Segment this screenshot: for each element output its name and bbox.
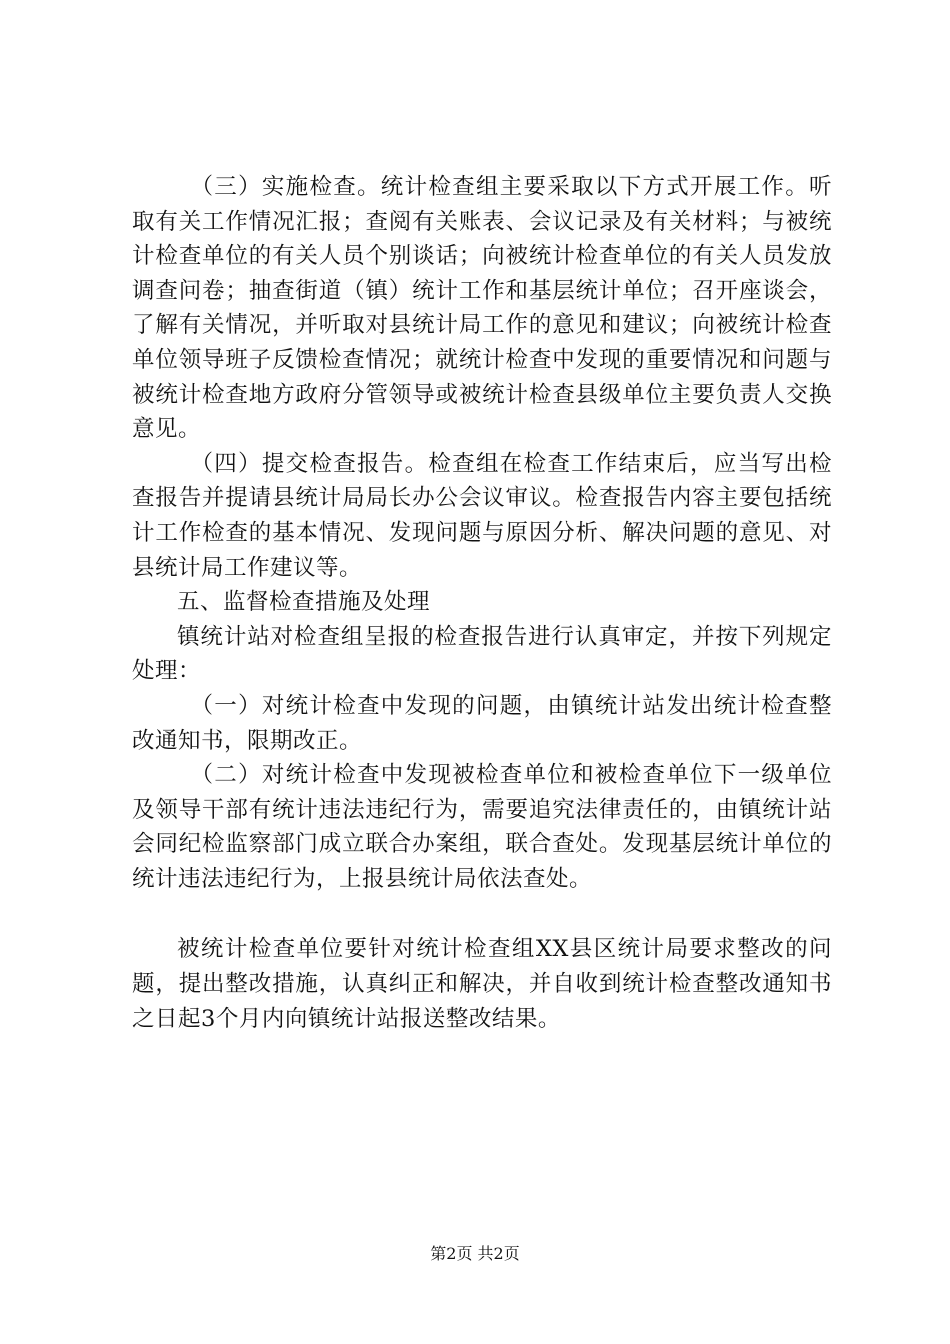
paragraph-rectification-notice: （一）对统计检查中发现的问题，由镇统计站发出统计检查整改通知书，限期改正。: [132, 692, 832, 754]
paragraph-submit-report: （四）提交检查报告。检查组在检查工作结束后，应当写出检查报告并提请县统计局局长办公会议审议。检查报告内容主要包括统计工作检查的基本情况、发现问题与原因分析、解决问题的意见、对县统计局工作建议等。: [132, 450, 832, 581]
paragraph-rectification-results: 被统计检查单位要针对统计检查组XX县区统计局要求整改的问题，提出整改措施，认真纠正和解决，并自收到统计检查整改通知书之日起3个月内向镇统计站报送整改结果。: [132, 936, 832, 1032]
page-number-label: 第2页 共2页: [430, 1244, 520, 1263]
page-footer: [0, 1243, 950, 1265]
paragraph-spacer: [132, 896, 832, 932]
section-heading-supervision: 五、监督检查措施及处理: [177, 589, 431, 616]
paragraph-review-report: 镇统计站对检查组呈报的检查报告进行认真审定，并按下列规定处理：: [132, 623, 832, 685]
document-body: [132, 170, 832, 1036]
paragraph-violations-handling: （二）对统计检查中发现被检查单位和被检查单位下一级单位及领导干部有统计违法违纪行为，需要追究法律责任的，由镇统计站会同纪检监察部门成立联合办案组，联合查处。发现基层统计单位的统计违法违纪行为，上报县统计局依法查处。: [132, 762, 832, 892]
paragraph-implement-inspection: （三）实施检查。统计检查组主要采取以下方式开展工作。听取有关工作情况汇报；查阅有关账表、会议记录及有关材料；与被统计检查单位的有关人员个别谈话；向被统计检查单位的有关人员发放调查问卷；抽查街道（镇）统计工作和基层统计单位；召开座谈会，了解有关情况，并听取对县统计局工作的意见和建议；向被统计检查单位领导班子反馈检查情况；就统计检查中发现的重要情况和问题与被统计检查地方政府分管领导或被统计检查县级单位主要负责人交换意见。: [132, 174, 832, 443]
